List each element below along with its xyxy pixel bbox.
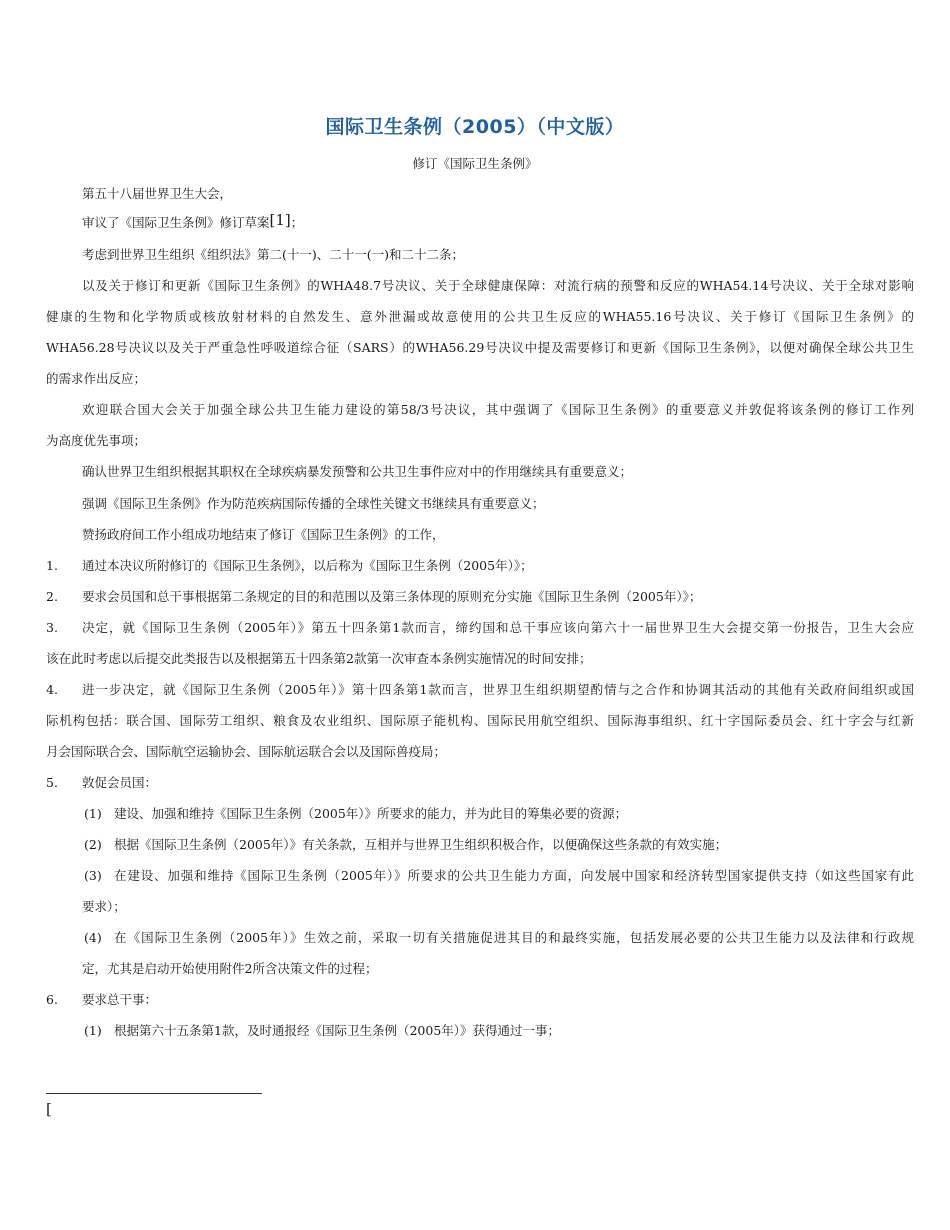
subitem-5-3-line1: 在建设、加强和维持《国际卫生条例（2005年）》所要求的公共卫生能力方面，向发展中国家和经济转型国家提供支持（如这些国家有此 bbox=[114, 868, 914, 883]
item-2-number: 2. bbox=[46, 589, 58, 604]
document-title: 国际卫生条例（2005）（中文版） bbox=[325, 116, 625, 138]
subitem-5-1-number: (1) bbox=[84, 806, 102, 821]
footnote-marker: [ bbox=[46, 1100, 52, 1118]
subitem-5-3-number: (3) bbox=[84, 868, 102, 883]
item-4-line3: 月会国际联合会、国际航空运输协会、国际航运联合会以及国际兽疫局； bbox=[46, 744, 447, 759]
item-4-line1: 进一步决定，就《国际卫生条例（2005年）》第十四条第1款而言，世界卫生组织期望酌情与之合作和协调其活动的其他有关政府间组织或国 bbox=[82, 682, 914, 697]
item-1-number: 1. bbox=[46, 558, 58, 573]
subitem-5-4-line1: 在《国际卫生条例（2005年）》生效之前，采取一切有关措施促进其目的和最终实施，包括发展必要的公共卫生能力以及法律和行政规 bbox=[114, 930, 914, 945]
item-6-number: 6. bbox=[46, 992, 58, 1007]
preamble-p2-end: ； bbox=[290, 215, 304, 230]
subitem-5-3-line2: 要求）； bbox=[82, 899, 126, 914]
item-3-number: 3. bbox=[46, 620, 58, 635]
footnote-reference-link[interactable]: [1] bbox=[269, 211, 291, 229]
preamble-p2 bbox=[82, 211, 304, 231]
subitem-5-4-line2: 定，尤其是启动开始使用附件2所含决策文件的过程； bbox=[82, 961, 378, 976]
preamble-p6: 确认世界卫生组织根据其职权在全球疾病暴发预警和公共卫生事件应对中的作用继续具有重要意义； bbox=[82, 464, 633, 479]
item-3-line2: 该在此时考虑以后提交此类报告以及根据第五十四条第2款第一次审查本条例实施情况的时间安排； bbox=[46, 651, 592, 666]
preamble-p5-line1: 欢迎联合国大会关于加强全球公共卫生能力建设的第58/3号决议，其中强调了《国际卫生条例》的重要意义并敦促将该条例的修订工作列 bbox=[82, 402, 914, 417]
preamble-p4-line1: 以及关于修订和更新《国际卫生条例》的WHA48.7号决议、关于全球健康保障：对流行病的预警和反应的WHA54.14号决议、关于全球对影响 bbox=[82, 278, 914, 293]
subitem-6-1-text: 根据第六十五条第1款，及时通报经《国际卫生条例（2005年）》获得通过一事； bbox=[114, 1023, 561, 1038]
item-6-text: 要求总干事： bbox=[82, 992, 158, 1007]
preamble-p4-line4: 的需求作出反应； bbox=[46, 371, 147, 386]
subitem-5-2-number: (2) bbox=[84, 837, 102, 852]
subitem-5-1-text: 建设、加强和维持《国际卫生条例（2005年）》所要求的能力，并为此目的筹集必要的资源； bbox=[114, 806, 628, 821]
item-2-text: 要求会员国和总干事根据第二条规定的目的和范围以及第三条体现的原则充分实施《国际卫生条例（2005年）》； bbox=[82, 589, 702, 604]
preamble-p4-line2: 健康的生物和化学物质或核放射材料的自然发生、意外泄漏或故意使用的公共卫生反应的WHA55.16号决议、关于修订《国际卫生条例》的 bbox=[46, 309, 914, 324]
footnote-divider bbox=[46, 1093, 262, 1094]
subitem-6-1-number: (1) bbox=[84, 1023, 102, 1038]
item-5-number: 5. bbox=[46, 775, 58, 790]
item-5-text: 敦促会员国： bbox=[82, 775, 158, 790]
subitem-5-4-number: (4) bbox=[84, 930, 102, 945]
preamble-p5-line2: 为高度优先事项； bbox=[46, 433, 147, 448]
document-subtitle: 修订《国际卫生条例》 bbox=[412, 156, 538, 171]
preamble-p2-text: 审议了《国际卫生条例》修订草案 bbox=[82, 215, 270, 230]
subitem-5-2-text: 根据《国际卫生条例（2005年）》有关条款，互相并与世界卫生组织积极合作，以便确保这些条款的有效实施； bbox=[114, 837, 728, 852]
preamble-p4-line3: WHA56.28号决议以及关于严重急性呼吸道综合征（SARS）的WHA56.29号决议中提及需要修订和更新《国际卫生条例》，以便对确保全球公共卫生 bbox=[46, 340, 914, 355]
preamble-p1: 第五十八届世界卫生大会， bbox=[82, 186, 233, 201]
item-4-line2: 际机构包括：联合国、国际劳工组织、粮食及农业组织、国际原子能机构、国际民用航空组织、国际海事组织、红十字国际委员会、红十字会与红新 bbox=[46, 713, 914, 728]
preamble-p8: 赞扬政府间工作小组成功地结束了修订《国际卫生条例》的工作， bbox=[82, 527, 445, 542]
item-4-number: 4. bbox=[46, 682, 58, 697]
item-1-text: 通过本决议所附修订的《国际卫生条例》，以后称为《国际卫生条例（2005年）》； bbox=[82, 558, 533, 573]
preamble-p3: 考虑到世界卫生组织《组织法》第二(十一)、二十一(一)和二十二条； bbox=[82, 247, 465, 262]
item-3-line1: 决定，就《国际卫生条例（2005年）》第五十四条第1款而言，缔约国和总干事应该向第六十一届世界卫生大会提交第一份报告，卫生大会应 bbox=[82, 620, 914, 635]
preamble-p7: 强调《国际卫生条例》作为防范疾病国际传播的全球性关键文书继续具有重要意义； bbox=[82, 496, 545, 511]
